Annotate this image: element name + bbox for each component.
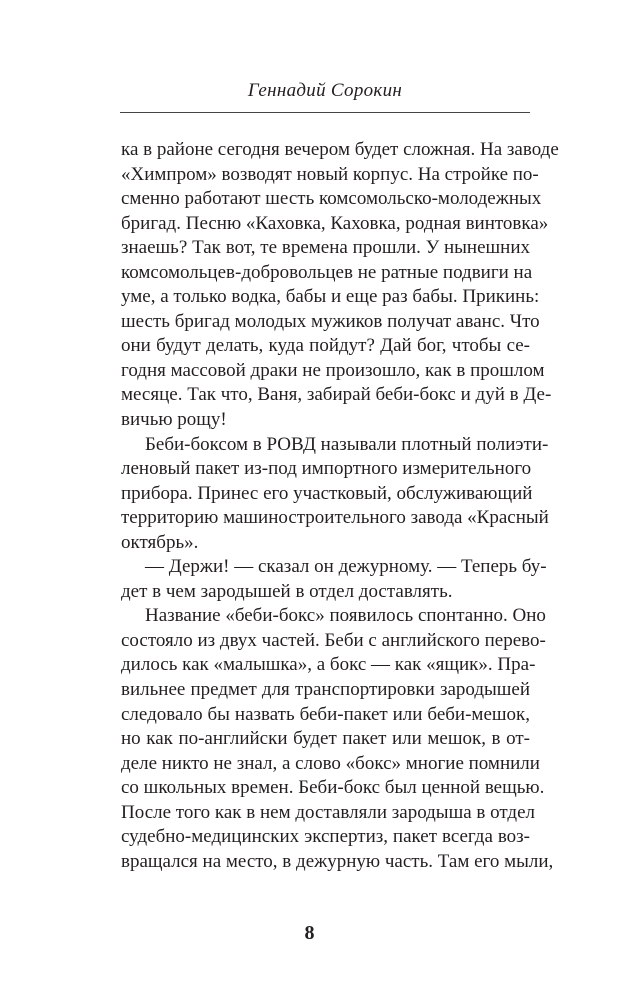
text-line: месяце. Так что, Ваня, забирай беби-бокс и дуй в Де- bbox=[121, 384, 552, 406]
text-line: но как по-английски будет пакет или мешок, в от- bbox=[121, 728, 530, 750]
text-line: бригад. Песню «Каховка, Каховка, родная винтовка» bbox=[121, 212, 549, 234]
text-line: вильнее предмет для транспортировки зародышей bbox=[121, 679, 530, 701]
text-line: следовало бы назвать беби-пакет или беби-мешок, bbox=[121, 703, 530, 725]
text-line: судебно-медицинских экспертиз, пакет всегда воз- bbox=[121, 826, 530, 848]
page-body-text bbox=[121, 138, 559, 874]
text-line: вращался на место, в дежурную часть. Там его мыли, bbox=[121, 850, 554, 872]
text-line: состояло из двух частей. Беби с английского перево- bbox=[121, 629, 546, 651]
text-line: уме, а только водка, бабы и еще раз бабы. Прикинь: bbox=[121, 286, 540, 308]
text-line: шесть бригад молодых мужиков получат аванс. Что bbox=[121, 310, 540, 332]
text-line: ка в районе сегодня вечером будет сложная. На заводе bbox=[121, 139, 559, 160]
text-line: сменно работают шесть комсомольско-молодежных bbox=[121, 188, 542, 210]
text-line: «Химпром» возводят новый корпус. На стройке по- bbox=[121, 163, 539, 185]
page-number: 8 bbox=[304, 922, 315, 944]
text-line: комсомольцев-добровольцев не ратные подвиги на bbox=[121, 261, 533, 283]
text-line: вичью рощу! bbox=[121, 409, 227, 431]
text-line: — Держи! — сказал он дежурному. — Теперь бу- bbox=[145, 556, 547, 578]
text-line: знаешь? Так вот, те времена прошли. У нынешних bbox=[121, 237, 530, 259]
text-line: они будут делать, куда пойдут? Дай бог, чтобы се- bbox=[121, 335, 530, 357]
text-line: леновый пакет из-под импортного измерительного bbox=[121, 458, 532, 480]
text-line: После того как в нем доставляли зародыша в отдел bbox=[121, 801, 535, 823]
text-line: Беби-боксом в РОВД называли плотный полиэти- bbox=[145, 433, 549, 455]
text-line: годня массовой драки не произошло, как в прошлом bbox=[121, 359, 545, 381]
text-line: со школьных времен. Беби-бокс был ценной вещью. bbox=[121, 777, 545, 799]
text-line: прибора. Принес его участковый, обслуживающий bbox=[121, 482, 533, 504]
text-line: Название «беби-бокс» появилось спонтанно. Оно bbox=[145, 605, 546, 627]
text-line: территорию машиностроительного завода «Красный bbox=[121, 507, 549, 529]
header-rule bbox=[120, 112, 530, 113]
text-line: дет в чем зародышей в отдел доставлять. bbox=[121, 580, 453, 602]
text-line: деле никто не знал, а слово «бокс» многие помнили bbox=[121, 752, 540, 774]
text-line: дилось как «малышка», а бокс — как «ящик». Пра- bbox=[121, 654, 536, 676]
running-header: Геннадий Сорокин bbox=[247, 80, 403, 101]
text-line: октябрь». bbox=[121, 531, 199, 553]
